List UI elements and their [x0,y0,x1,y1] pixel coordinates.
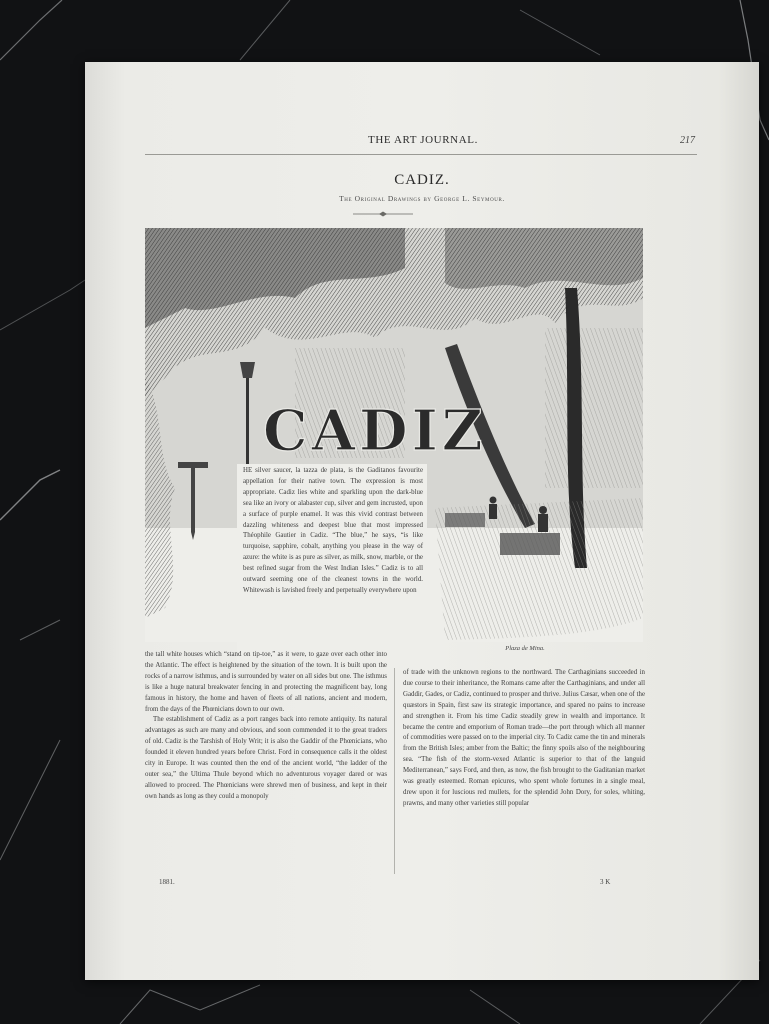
drop-cap-letter [178,462,208,547]
column-divider [394,668,395,874]
header-rule [145,154,697,155]
ornament-rule [353,211,413,217]
footer-year: 1881. [159,878,175,886]
journal-title: THE ART JOURNAL. [368,134,478,146]
inset-opening-text: HE silver saucer, la tazza de plata, is the Gaditanos favourite appellation for their native town. The expression is most appropriate. Cadiz lies white and sparkling upon the dark-blue sea like an ivory or alabaster cup, silver and gem incrusted, upon a surface of purple enamel. It was this vivid contrast between dazzling whiteness and deepest blue that most impressed Théophile Gautier in Cadiz. “The blue,” he says, “is like turquoise, sapphire, cobalt, anything you please in the way of azure: the white is as pure as silver, as milk, snow, marble, or the best refined sugar from the West Indian Isles.” Cadiz is to all outward seeming one of the cleanest towns in the world. Whitewash is lavished freely and perpetually everywhere upon [237,464,427,664]
drop-cap-glyph: T [192,546,194,547]
left-column [145,650,387,864]
printer-signature: 3 K [600,878,611,886]
journal-page [85,62,759,980]
article-title: CADIZ. [394,172,450,188]
illustration-caption: Plaza de Mina. [505,645,545,652]
right-column [403,668,645,874]
running-head [145,134,701,152]
page-number: 217 [680,135,695,146]
left-paragraph-2: The establishment of Cadiz as a port ranges back into remote antiquity. Its natural advantages as such are many and obvious, and soon commended it to the great traders of old. Cadiz is the Tarshish of Holy Writ; it is also the Gaddir of the Phœnicians, who founded it eleven hundred years before Christ. Ford in consequence calls it the oldest city in Europe. It was counted then the end of the ancient world, “the ladder of the outer sea,” the Ultima Thule beyond which no adventurous voyager dared or was allowed to proceed. The Phœnicians were shrewd men of business, and kept in their own hands as long as they could a monopoly [145,716,387,800]
illustration-title: CADIZ [263,398,487,464]
left-paragraph-1: the tall white houses which “stand on tip-toe,” as it were, to gaze over each other into the Atlantic. The effect is heightened by the situation of the town. It is built upon the rocks of a narrow isthmus, and is surrounded by water on all sides but one. The isthmus is like a huge natural breakwater fencing in and protecting the magnificent bay, long famous in history, the home and haven of fleets of all nations, ancient and modern, from the days of the Phœnicians down to our own. [145,651,387,713]
right-paragraph-1: of trade with the unknown regions to the northward. The Carthaginians succeeded in due course to their inheritance, the Romans came after the Carthaginians, and under all Gaddir, Gades, or Cadiz, continued to prosper and thrive. Julius Cæsar, when one of the quæstors in Spain, first saw its strategic importance, and spared no pains to increase and strengthen it. From his time Cadiz steadily grew in wealth and importance. It became the centre and emporium of Roman trade—the port through which all manner of commodities were passed on to the imperial city. To Cadiz came the tin and minerals from the British Isles; amber from the Baltic; the finny spoils also of the neighbouring sea. “The fish of the storm-vexed Atlantic is superior to that of the languid Mediterranean,” says Ford, and then, as now, the fish brought to the Gaditanian market was greatly esteemed. Roman epicures, who spent whole fortunes in a single meal, drew upon it for luscious red mullets, for the splendid John Dory, for soles, whiting, prawns, and many other varieties still popular [403,669,645,807]
article-subtitle: The Original Drawings by George L. Seymour. [339,194,505,203]
